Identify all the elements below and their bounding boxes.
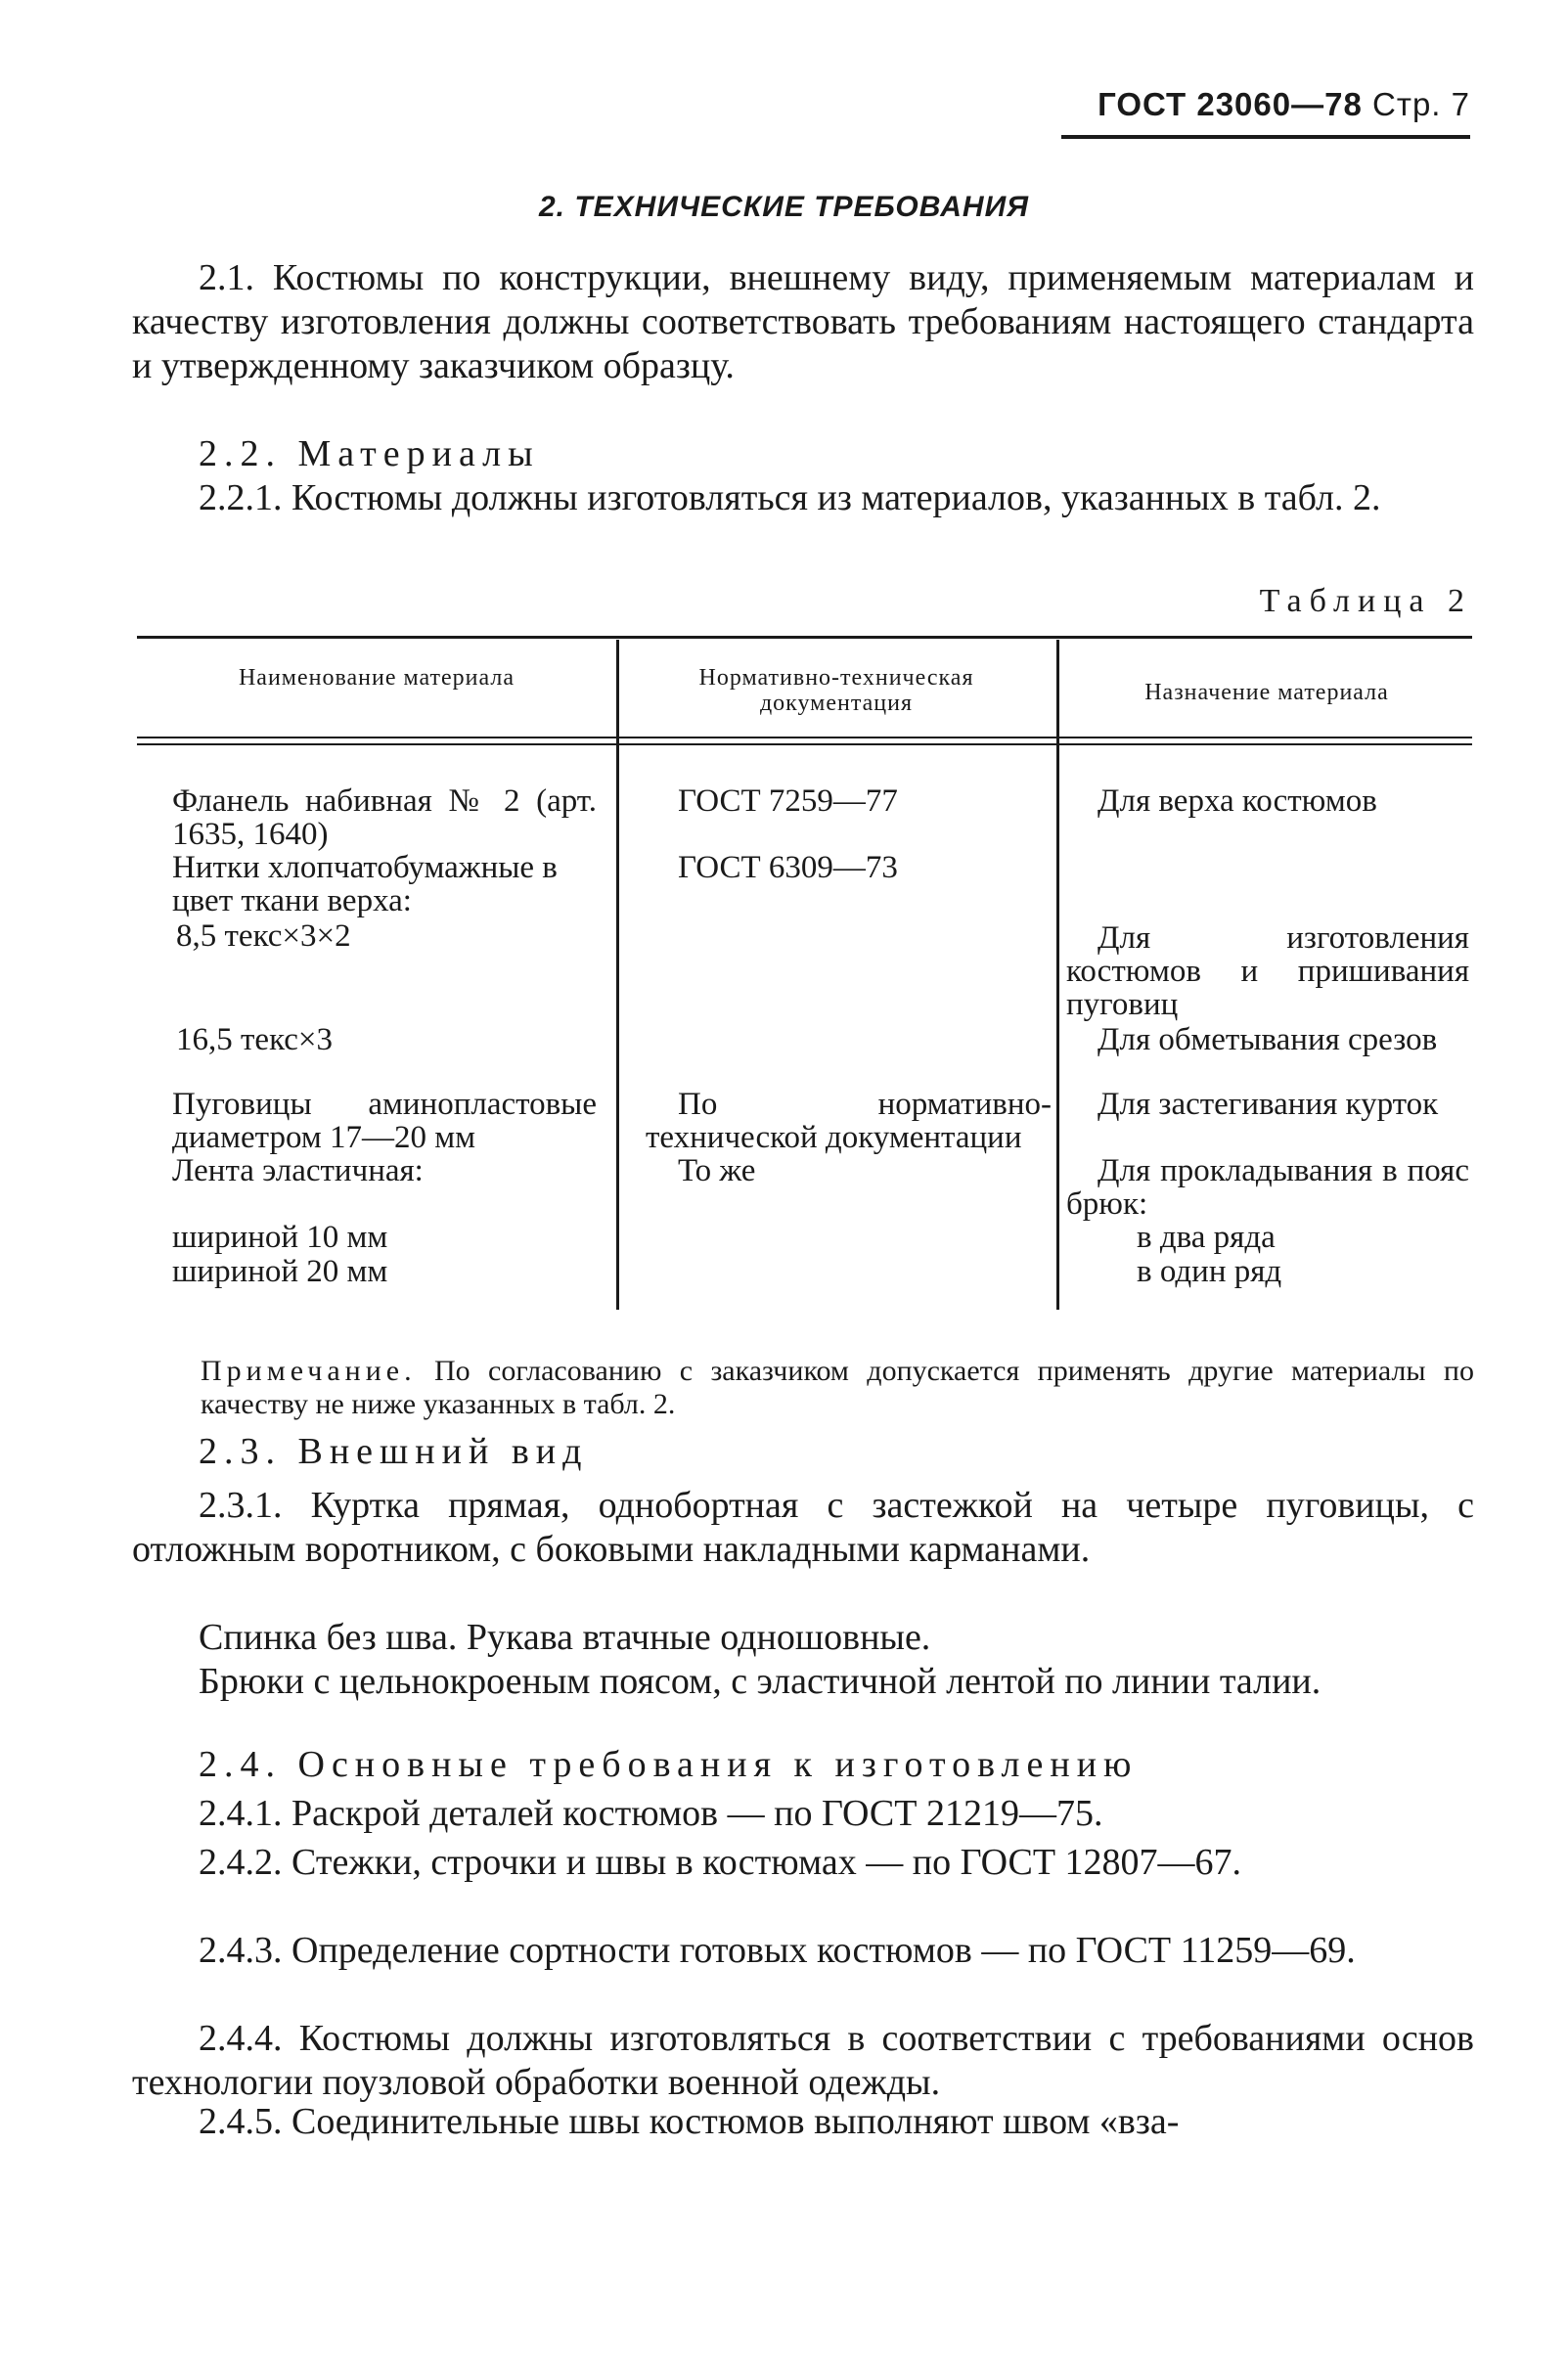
header-rule	[1061, 135, 1470, 139]
table-cell-purpose: Для изготовления костюмов и пришивания пуговиц	[1066, 920, 1469, 1022]
table-header-material: Наименование материала	[238, 665, 515, 691]
table-cell-purpose: Для верха костюмов	[1098, 783, 1377, 819]
table-cell-purpose: Для прокладывания в пояс брюк:	[1066, 1153, 1469, 1222]
table-header-rule-1	[137, 737, 1472, 738]
table-header-rule-2	[137, 743, 1472, 745]
table-row: 16,5 текс×3	[176, 1022, 334, 1057]
note-text: По согласованию с заказчиком допускается применять другие материалы по качеству не ниже указанных в табл. 2.	[201, 1355, 1474, 1420]
paragraph-2-3-1: 2.3.1. Куртка прямая, однобортная с застежкой на четыре пуговицы, с отложным воротником, с боковыми накладными карманами.	[132, 1485, 1474, 1570]
paragraph-trousers: Брюки с цельнокроеным поясом, с эластичной лентой по линии талии.	[199, 1661, 1322, 1702]
table-header-doc: Нормативно-техническая документация	[698, 665, 974, 716]
table-header-purpose: Назначение материала	[1144, 680, 1389, 705]
table-row: Пуговицы аминопластовые диаметром 17—20 мм	[172, 1087, 597, 1155]
table-cell-doc: ГОСТ 6309—73	[678, 850, 898, 885]
table-row: шириной 10 мм	[172, 1220, 388, 1255]
paragraph-2-3: 2.3. Внешний вид	[199, 1431, 589, 1472]
page-header	[1098, 86, 1470, 123]
paragraph-2-2-1: 2.2.1. Костюмы должны изготовляться из материалов, указанных в табл. 2.	[199, 477, 1381, 518]
paragraph-2-4-1: 2.4.1. Раскрой деталей костюмов — по ГОСТ 21219—75.	[199, 1793, 1103, 1834]
table-label: Таблица 2	[1259, 583, 1472, 619]
paragraph-2-1: 2.1. Костюмы по конструкции, внешнему виду, применяемым материалам и качеству изготовления должны соответствовать требованиям настоящего стандарта и утвержденному заказчиком образцу.	[132, 257, 1474, 386]
table-row: Нитки хлопчатобумажные в цвет ткани верха:	[172, 850, 558, 918]
table-row: Лента эластичная:	[172, 1153, 424, 1188]
paragraph-2-4-3: 2.4.3. Определение сортности готовых костюмов — по ГОСТ 11259—69.	[199, 1930, 1356, 1971]
section-title: 2. ТЕХНИЧЕСКИЕ ТРЕБОВАНИЯ	[538, 191, 1030, 223]
paragraph-back: Спинка без шва. Рукава втачные одношовные.	[199, 1617, 931, 1658]
table-cell-purpose: Для обметывания срезов	[1098, 1022, 1438, 1057]
paragraph-2-4: 2.4. Основные требования к изготовлению	[199, 1744, 1139, 1785]
paragraph-2-4-5: 2.4.5. Соединительные швы костюмов выполняют швом «вза-	[199, 2101, 1180, 2142]
paragraph-2-2: 2.2. Материалы	[199, 433, 540, 474]
table-row: Фланель набивная № 2 (арт. 1635, 1640)	[172, 783, 597, 852]
table-cell-purpose: в два ряда	[1137, 1220, 1276, 1255]
paragraph-2-4-4: 2.4.4. Костюмы должны изготовляться в соответствии с требованиями основ технологии поузловой обработки военной одежды.	[132, 2018, 1474, 2103]
table-row: 8,5 текс×3×2	[176, 918, 351, 954]
table-column-divider-1	[616, 640, 619, 1310]
page-number: Стр. 7	[1372, 86, 1470, 122]
table-cell-doc: ГОСТ 7259—77	[678, 783, 898, 819]
table-column-divider-2	[1056, 640, 1059, 1310]
paragraph-2-4-2: 2.4.2. Стежки, строчки и швы в костюмах — по ГОСТ 12807—67.	[199, 1842, 1242, 1883]
table-note	[201, 1355, 1474, 1421]
note-label: Примечание.	[201, 1355, 417, 1387]
table-cell-doc: То же	[678, 1153, 756, 1188]
standard-number: ГОСТ 23060—78	[1098, 86, 1363, 122]
table-row: шириной 20 мм	[172, 1254, 388, 1289]
table-cell-doc: По нормативно-технической документации	[646, 1087, 1052, 1155]
table-cell-purpose: в один ряд	[1137, 1254, 1282, 1289]
table-cell-purpose: Для застегивания курток	[1098, 1087, 1439, 1122]
table-top-rule	[137, 636, 1472, 639]
